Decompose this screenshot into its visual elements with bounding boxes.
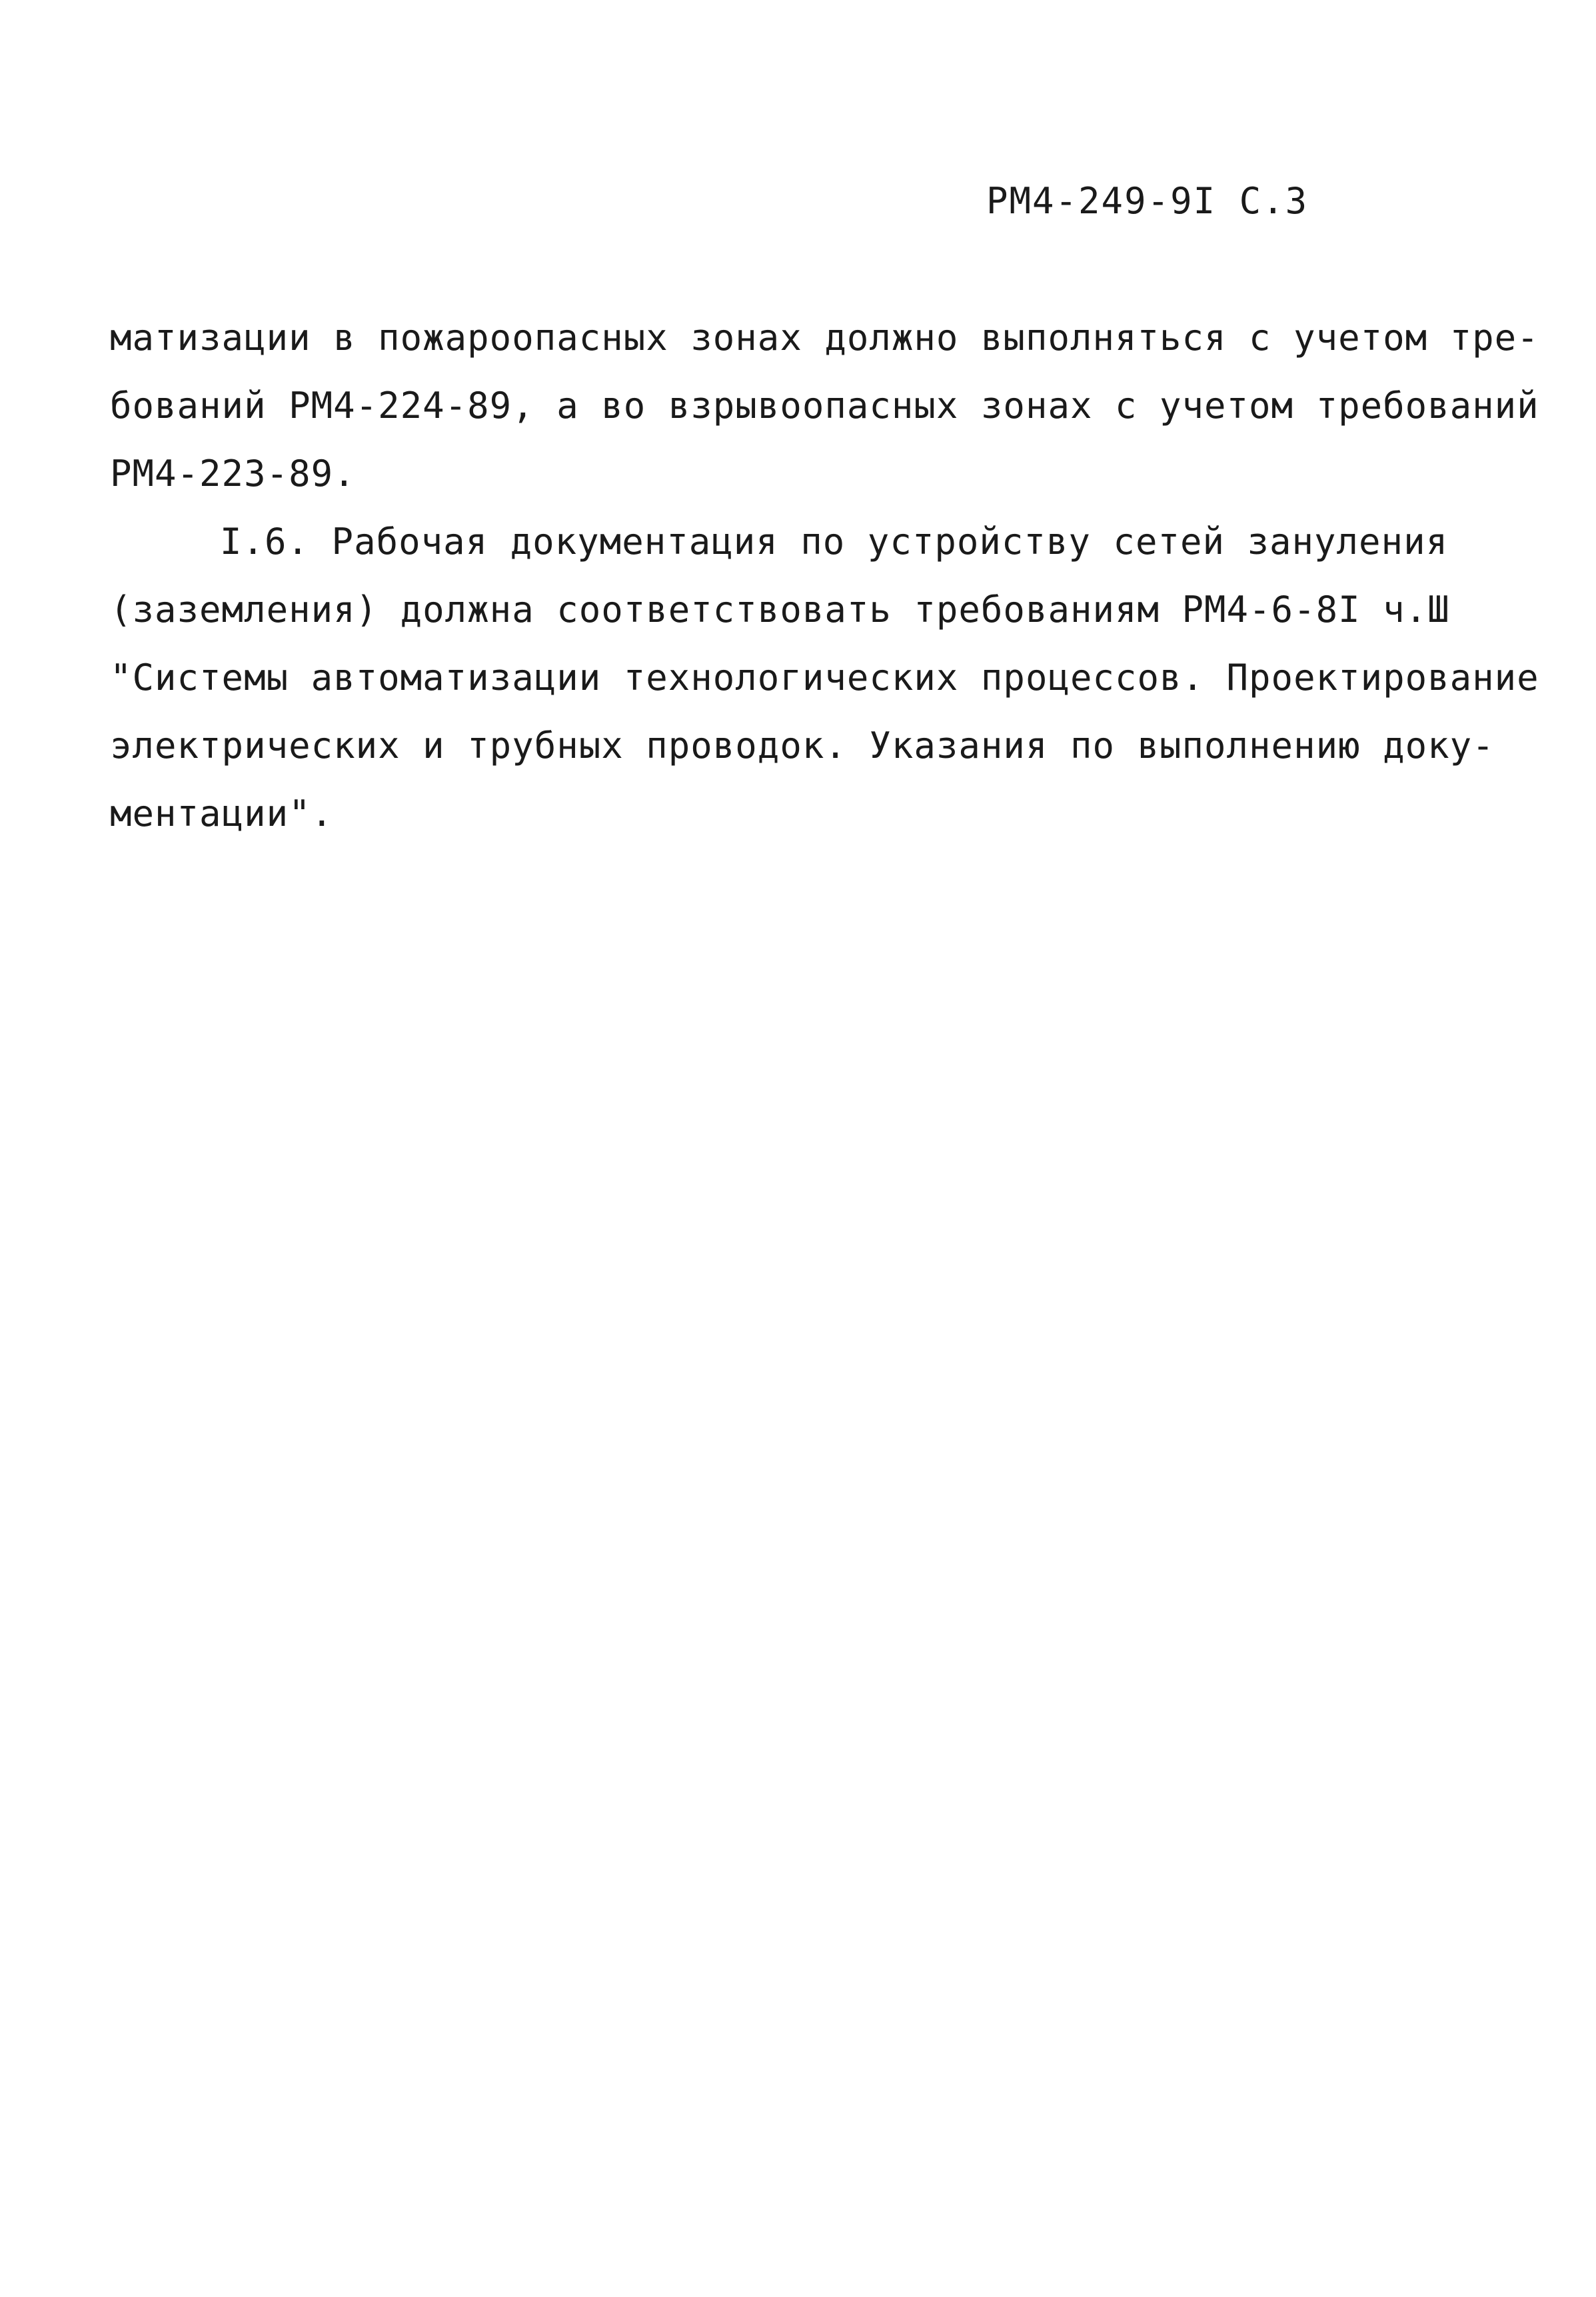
paragraph-1-6-first-line: I.6. Рабочая документация по устройству сетей зануления (220, 521, 1449, 563)
body-text-line: ментации". (110, 793, 334, 835)
body-text-line: "Системы автоматизации технологических процессов. Проектирование (110, 657, 1539, 699)
body-text-line: электрических и трубных проводок. Указания по выполнению доку- (110, 725, 1495, 767)
body-text-line: матизации в пожароопасных зонах должно выполняться с учетом тре- (110, 317, 1539, 359)
body-text-line: РМ4-223-89. (110, 453, 356, 495)
body-text-line: бований РМ4-224-89, а во взрывоопасных зонах с учетом требований (110, 385, 1539, 427)
page-header-reference: РМ4-249-9I С.3 (986, 180, 1309, 222)
body-text-line: (заземления) должна соответствовать требованиям РМ4-6-8I ч.Ш (110, 589, 1450, 631)
